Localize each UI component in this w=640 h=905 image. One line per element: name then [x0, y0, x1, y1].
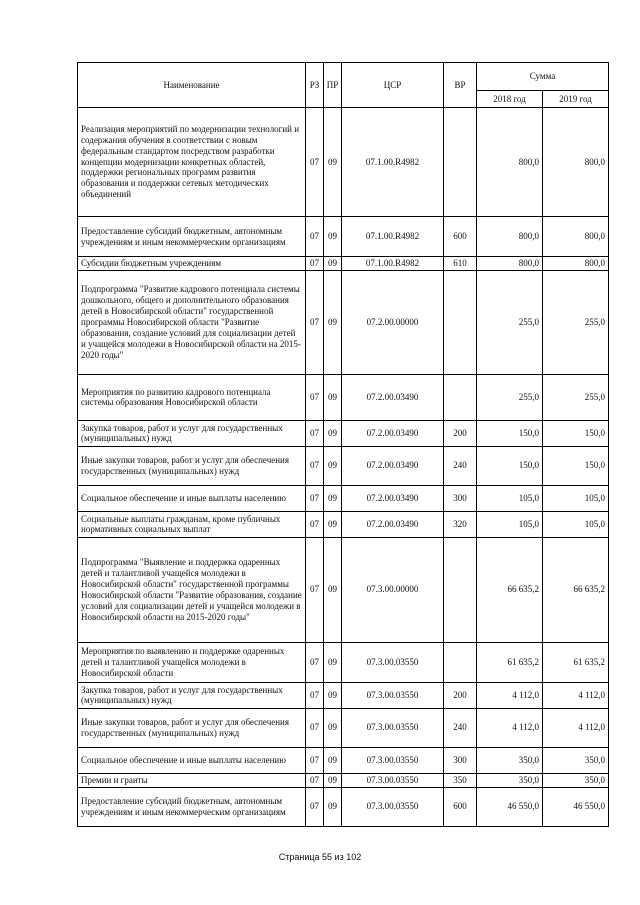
row-pr: 09: [324, 446, 342, 485]
table-row: [78, 446, 609, 485]
row-sum-2018: 4 112,0: [477, 708, 543, 747]
row-name: Иные закупки товаров, работ и услуг для обеспечения государственных (муниципальных) нужд: [78, 446, 306, 485]
header-name: Наименование: [78, 63, 306, 108]
row-rz: 07: [306, 270, 324, 374]
row-sum-2019: 105,0: [543, 511, 609, 537]
row-sum-2018: 800,0: [477, 108, 543, 217]
row-vr: 300: [444, 485, 477, 511]
row-name: Мероприятия по выявлению и поддержке одаренных детей и талантливой учащейся молодежи в Новосибирской области: [78, 642, 306, 682]
row-pr: 09: [324, 787, 342, 826]
row-sum-2018: 255,0: [477, 270, 543, 374]
row-vr: 240: [444, 446, 477, 485]
row-sum-2019: 800,0: [543, 257, 609, 271]
table-row: [78, 420, 609, 446]
row-name: Предоставление субсидий бюджетным, автономным учреждениям и иным некоммерческим организациям: [78, 787, 306, 826]
row-vr: 240: [444, 708, 477, 747]
row-vr: [444, 642, 477, 682]
row-pr: 09: [324, 708, 342, 747]
row-sum-2019: 150,0: [543, 420, 609, 446]
header-rz: РЗ: [306, 63, 324, 108]
row-name: Реализация мероприятий по модернизации технологий и содержания обучения в соответствии с новым федеральным стандартом посредством разработки концепции модернизации конкретных областей, поддержки региональных программ развития образования и поддержки сетевых методических объединений: [78, 108, 306, 217]
row-sum-2019: 255,0: [543, 270, 609, 374]
row-pr: 09: [324, 270, 342, 374]
row-csr: 07.3.00.03550: [342, 773, 444, 787]
header-year-2018: 2018 год: [477, 91, 543, 108]
row-sum-2018: 255,0: [477, 374, 543, 420]
row-sum-2019: 61 635,2: [543, 642, 609, 682]
row-name: Закупка товаров, работ и услуг для государственных (муниципальных) нужд: [78, 420, 306, 446]
row-rz: 07: [306, 747, 324, 773]
row-csr: 07.2.00.03490: [342, 485, 444, 511]
header-pr: ПР: [324, 63, 342, 108]
row-rz: 07: [306, 108, 324, 217]
row-rz: 07: [306, 446, 324, 485]
table-row: [78, 773, 609, 787]
row-pr: 09: [324, 420, 342, 446]
row-pr: 09: [324, 374, 342, 420]
row-vr: 200: [444, 420, 477, 446]
row-sum-2019: 105,0: [543, 485, 609, 511]
row-sum-2018: 4 112,0: [477, 682, 543, 708]
row-sum-2019: 800,0: [543, 108, 609, 217]
row-sum-2019: 66 635,2: [543, 537, 609, 642]
row-csr: 07.3.00.03550: [342, 708, 444, 747]
table-row: [78, 787, 609, 826]
row-sum-2018: 46 550,0: [477, 787, 543, 826]
row-rz: 07: [306, 537, 324, 642]
row-name: Подпрограмма "Развитие кадрового потенциала системы дошкольного, общего и дополнительного образования детей в Новосибирской области" государственной программы Новосибирской области "Развитие образования, создание условий для социализации детей и учащейся молодежи в Новосибирской области на 2015-2020 годы": [78, 270, 306, 374]
row-rz: 07: [306, 773, 324, 787]
row-sum-2018: 61 635,2: [477, 642, 543, 682]
row-rz: 07: [306, 257, 324, 271]
row-pr: 09: [324, 108, 342, 217]
row-sum-2019: 150,0: [543, 446, 609, 485]
row-csr: 07.3.00.03550: [342, 787, 444, 826]
table-row: [78, 511, 609, 537]
row-sum-2018: 105,0: [477, 511, 543, 537]
row-rz: 07: [306, 708, 324, 747]
row-name: Подпрограмма "Выявление и поддержка одаренных детей и талантливой учащейся молодежи в Новосибирской области" государственной программы Новосибирской области "Развитие образования, создание условий для социализации детей и учащейся молодежи в Новосибирской области на 2015-2020 годы": [78, 537, 306, 642]
table-row: [78, 485, 609, 511]
row-vr: [444, 270, 477, 374]
row-sum-2018: 800,0: [477, 257, 543, 271]
row-sum-2019: 350,0: [543, 747, 609, 773]
row-vr: 320: [444, 511, 477, 537]
row-name: Социальное обеспечение и иные выплаты населению: [78, 747, 306, 773]
table-row: [78, 682, 609, 708]
row-rz: 07: [306, 217, 324, 257]
table-row: [78, 747, 609, 773]
row-vr: [444, 374, 477, 420]
row-sum-2019: 4 112,0: [543, 708, 609, 747]
row-rz: 07: [306, 420, 324, 446]
row-sum-2018: 350,0: [477, 773, 543, 787]
row-rz: 07: [306, 511, 324, 537]
row-sum-2019: 46 550,0: [543, 787, 609, 826]
row-name: Иные закупки товаров, работ и услуг для обеспечения государственных (муниципальных) нужд: [78, 708, 306, 747]
row-sum-2018: 66 635,2: [477, 537, 543, 642]
row-pr: 09: [324, 537, 342, 642]
row-vr: 610: [444, 257, 477, 271]
header-csr: ЦСР: [342, 63, 444, 108]
table-row: [78, 217, 609, 257]
row-csr: 07.1.00.R4982: [342, 257, 444, 271]
row-name: Социальные выплаты гражданам, кроме публичных нормативных социальных выплат: [78, 511, 306, 537]
row-vr: 600: [444, 217, 477, 257]
table-row: [78, 257, 609, 271]
table-row: [78, 642, 609, 682]
budget-table: [77, 62, 609, 827]
row-csr: 07.1.00.R4982: [342, 108, 444, 217]
row-csr: 07.3.00.03550: [342, 747, 444, 773]
row-pr: 09: [324, 682, 342, 708]
row-pr: 09: [324, 217, 342, 257]
row-csr: 07.3.00.03550: [342, 642, 444, 682]
row-name: Мероприятия по развитию кадрового потенциала системы образования Новосибирской области: [78, 374, 306, 420]
row-name: Премии и гранты: [78, 773, 306, 787]
row-rz: 07: [306, 485, 324, 511]
row-vr: 200: [444, 682, 477, 708]
row-sum-2019: 350,0: [543, 773, 609, 787]
header-sum: Сумма: [477, 63, 609, 91]
row-rz: 07: [306, 787, 324, 826]
row-csr: 07.3.00.03550: [342, 682, 444, 708]
table-row: [78, 374, 609, 420]
row-sum-2019: 800,0: [543, 217, 609, 257]
row-name: Субсидии бюджетным учреждениям: [78, 257, 306, 271]
table-row: [78, 108, 609, 217]
row-rz: 07: [306, 374, 324, 420]
header-year-2019: 2019 год: [543, 91, 609, 108]
row-sum-2018: 800,0: [477, 217, 543, 257]
row-pr: 09: [324, 511, 342, 537]
header-vr: ВР: [444, 63, 477, 108]
row-rz: 07: [306, 642, 324, 682]
row-pr: 09: [324, 642, 342, 682]
row-vr: 300: [444, 747, 477, 773]
table-row: [78, 270, 609, 374]
row-sum-2018: 150,0: [477, 420, 543, 446]
row-vr: [444, 537, 477, 642]
row-vr: 350: [444, 773, 477, 787]
row-pr: 09: [324, 747, 342, 773]
row-csr: 07.1.00.R4982: [342, 217, 444, 257]
row-sum-2019: 255,0: [543, 374, 609, 420]
row-sum-2018: 150,0: [477, 446, 543, 485]
row-sum-2019: 4 112,0: [543, 682, 609, 708]
row-sum-2018: 105,0: [477, 485, 543, 511]
table-row: [78, 708, 609, 747]
row-csr: 07.2.00.03490: [342, 420, 444, 446]
page-number: Страница 55 из 102: [278, 852, 362, 862]
row-name: Закупка товаров, работ и услуг для государственных (муниципальных) нужд: [78, 682, 306, 708]
table-row: [78, 537, 609, 642]
row-pr: 09: [324, 257, 342, 271]
row-sum-2018: 350,0: [477, 747, 543, 773]
row-csr: 07.2.00.03490: [342, 511, 444, 537]
row-vr: 600: [444, 787, 477, 826]
row-csr: 07.2.00.03490: [342, 446, 444, 485]
row-vr: [444, 108, 477, 217]
row-name: Предоставление субсидий бюджетным, автономным учреждениям и иным некоммерческим организациям: [78, 217, 306, 257]
row-pr: 09: [324, 485, 342, 511]
row-rz: 07: [306, 682, 324, 708]
row-name: Социальное обеспечение и иные выплаты населению: [78, 485, 306, 511]
row-pr: 09: [324, 773, 342, 787]
row-csr: 07.3.00.00000: [342, 537, 444, 642]
row-csr: 07.2.00.03490: [342, 374, 444, 420]
row-csr: 07.2.00.00000: [342, 270, 444, 374]
